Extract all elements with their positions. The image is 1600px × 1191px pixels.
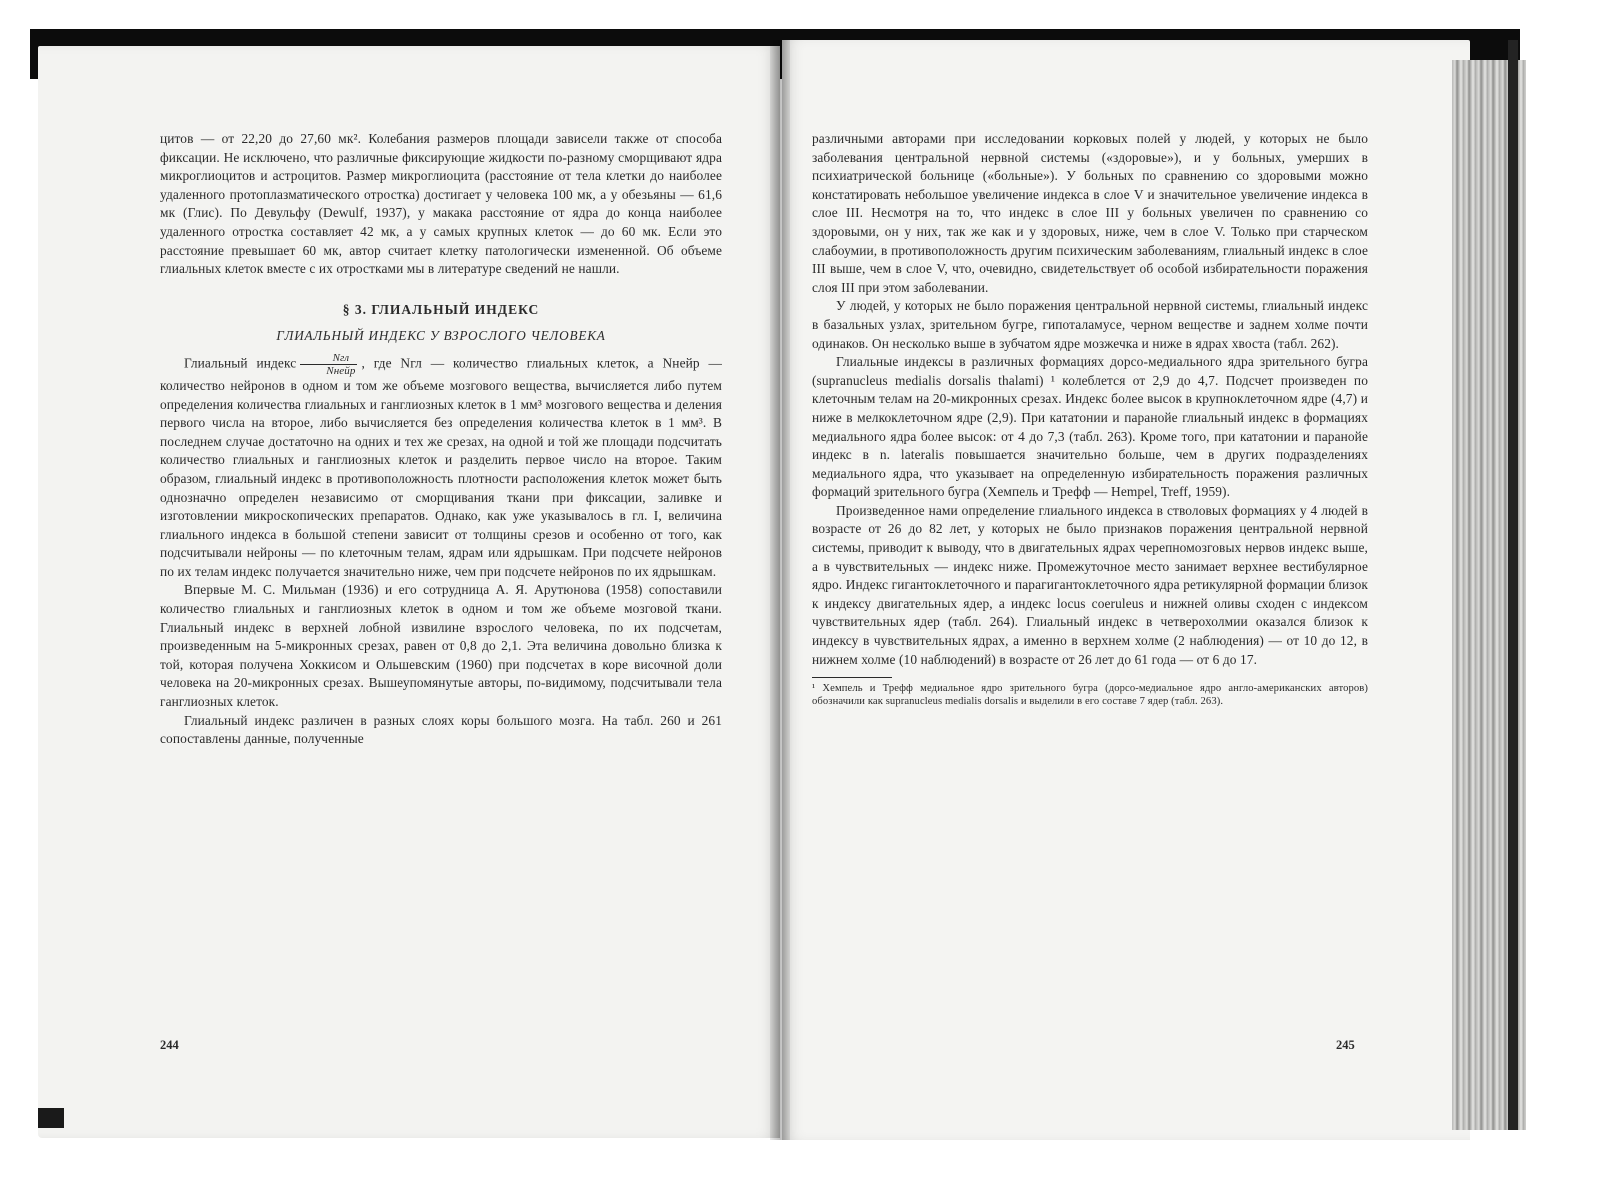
book-cover-edge xyxy=(1508,40,1518,1130)
footnote-rule xyxy=(812,677,892,678)
left-paragraph-1: цитов — от 22,20 до 27,60 мк². Колебания размеров площади зависели также от способа фиксации. Не исключено, что различные фиксирующие жидкости по-разному сморщивают ядра микроглиоцитов и астроцитов. Размер микроглиоцита (расстояние от тела клетки до наиболее удаленного протоплазматического отростка) достигает у человека 100 мк, а у обезьяны — 61,6 мк (Глис). По Девульфу (Dewulf, 1937), у макака расстояние от ядра до конца наиболее удаленного отростка составляет 42 мк, а у самых крупных клеток — до 60 мк. Если это расстояние превышает 60 мк, автор считает клетку патологически измененной. Об объеме глиальных клеток вместе с их отростками мы в литературе сведений не нашли. xyxy=(160,131,722,277)
formula-rest: , где Nгл — количество глиальных клеток, а Nнейр — количество нейронов в одном и том же объеме мозгового вещества, вычисляется либо путем определения количества глиальных и ганглиозных клеток в 1 мм³ мозгового вещества и деления первого числа на второе, либо вычисляется без определения количества клеток в 1 мм³. В последнем случае достаточно на одних и тех же срезах, на одной и той же площади подсчитать количество глиальных и ганглиозных клеток и разделить первое число на второе. Таким образом, глиальный индекс в противоположность плотности расположения клеток может быть однозначно определен независимо от сморщивания ткани при фиксации, заливке и изготовлении микроскопических препаратов. Однако, как уже указывалось в гл. I, величина глиального индекса в большой степени зависит от толщины срезов и особенно от того, как подсчитывали нейроны — по клеточным телам, ядрам или ядрышкам. При подсчете нейронов по их телам индекс получается значительно ниже, чем при подсчете нейронов по их ядрышкам. xyxy=(160,355,722,579)
book-corner xyxy=(38,1108,64,1128)
formula-lead: Глиальный индекс xyxy=(184,355,297,371)
footnote: ¹ Хемпель и Трефф медиальное ядро зрительного бугра (дорсо-медиальное ядро англо-американских авторов) обозначили как supranucleus medialis dorsalis и выделили в его составе 7 ядер (табл. 263). xyxy=(812,683,1368,708)
page-number-right: 245 xyxy=(1336,1038,1355,1052)
fraction-numerator: Nгл xyxy=(300,352,357,365)
right-paragraph-2: У людей, у которых не было поражения центральной нервной системы, глиальный индекс в базальных узлах, зрительном бугре, гипоталамусе, черном веществе и заднем холме почти одинаков. Он несколько выше в зубчатом ядре мозжечка и ниже в ядрах хвоста (табл. 262). xyxy=(812,298,1368,351)
left-paragraph-3: Впервые М. С. Мильман (1936) и его сотрудница А. Я. Арутюнова (1958) сопоставили количество глиальных и ганглиозных клеток в одном и том же объеме мозговой ткани. Глиальный индекс в верхней лобной извилине взрослого человека, по их подсчетам, произведенным на 5-микронных срезах, равен от 0,8 до 2,1. Эта величина довольно близка к той, которая получена Хоккисом и Ольшевским (1960) при подсчетах в коре височной доли человека на 20-микронных срезах. Вышеупомянутые авторы, по-видимому, подсчитывали тела ганглиозных клеток. xyxy=(160,582,722,710)
right-paragraph-4: Произведенное нами определение глиального индекса в стволовых формациях у 4 людей в возрасте от 26 до 82 лет, у которых не было признаков поражения центральной нервной системы, приводит к выводу, что в двигательных ядрах черепномозговых нервов индекс выше, а в чувствительных — индекс ниже. Промежуточное место занимает верхнее вестибулярное ядро. Индекс гигантоклеточного и парагигантоклеточного ядра ретикулярной формации близок к индексу двигательных ядер, а индекс locus coeruleus и нижней оливы сходен с индексом чувствительных ядер (табл. 264). Глиальный индекс в четверохолмии оказался близок к индексу в чувствительных ядрах, а именно в верхнем холме (2 наблюдения) — от 10 до 12, в нижнем холме (10 наблюдений) в возрасте от 26 лет до 61 года — от 6 до 17. xyxy=(812,502,1368,667)
fraction-denominator: Nнейр xyxy=(326,364,356,377)
left-page-text xyxy=(160,130,722,749)
right-paragraph-3: Глиальные индексы в различных формациях дорсо-медиального ядра зрительного бугра (supranucleus medialis dorsalis thalami) ¹ колеблется от 2,9 до 4,7. Подсчет произведен по клеточным телам на 20-микронных срезах. Индекс более высок в крупноклеточном ядре (4,7) и ниже в мелкоклеточном ядре (2,9). При кататонии и паранойе глиальный индекс в формациях медиального ядра более высок: от 4 до 7,3 (табл. 263). Кроме того, при кататонии и паранойе индекс в n. lateralis повышается значительно больше, чем в других подразделениях медиального ядра, что указывает на определенную избирательность поражения различных формаций зрительного бугра (Хемпель и Трефф — Hempel, Treff, 1959). xyxy=(812,354,1368,500)
book-gutter xyxy=(770,40,790,1140)
page-number-left: 244 xyxy=(160,1038,179,1052)
section-title: § 3. ГЛИАЛЬНЫЙ ИНДЕКС xyxy=(342,301,540,317)
formula-paragraph xyxy=(160,352,722,582)
left-paragraph-4: Глиальный индекс различен в разных слоях коры большого мозга. На табл. 260 и 261 сопоставлены данные, полученные xyxy=(160,712,722,747)
glial-index-fraction xyxy=(300,352,357,377)
right-page-text xyxy=(812,130,1368,708)
section-subtitle: ГЛИАЛЬНЫЙ ИНДЕКС У ВЗРОСЛОГО ЧЕЛОВЕКА xyxy=(276,328,606,344)
right-paragraph-1: различными авторами при исследовании корковых полей у людей, у которых не было заболевания центральной нервной системы («здоровые»), и у больных, умерших в психиатрической больнице («больные»). У больных по сравнению со здоровыми можно констатировать небольшое увеличение индекса в слое V и значительное увеличение индекса в слое III. Несмотря на то, что индекс в слое III у больных увеличен по сравнению со здоровыми, он у них, так же как и у здоровых, ниже, чем в слое V. Только при старческом слабоумии, в противоположность другим психическим заболеваниям, глиальный индекс в слое III выше, чем в слое V, что, очевидно, свидетельствует об особой избирательности поражения слоя III при этом заболевании. xyxy=(812,131,1368,295)
